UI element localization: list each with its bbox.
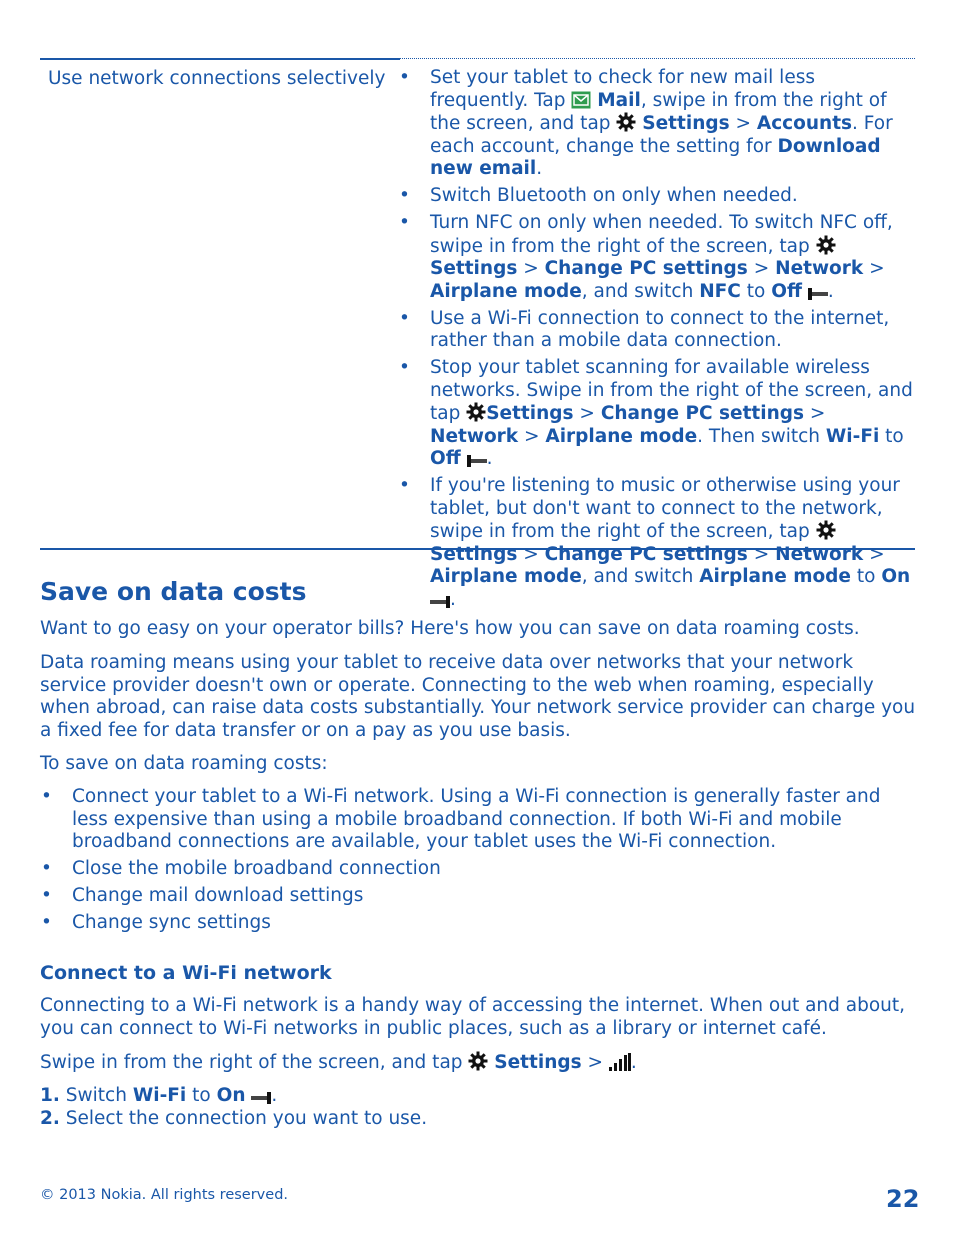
gear-icon xyxy=(616,112,636,132)
separator: > xyxy=(747,543,776,565)
network-label: Network xyxy=(775,258,864,279)
swipe-instruction xyxy=(40,1051,920,1075)
subsection-heading: Connect to a Wi-Fi network xyxy=(40,962,332,984)
wifi-text: Connecting to a Wi-Fi network is a handy way of accessing the internet. When out and about, you can connect to Wi-Fi networks in public places, such as a library or internet café. xyxy=(40,995,906,1039)
separator: > xyxy=(518,425,546,447)
save-tips-list xyxy=(40,786,900,939)
separator: > xyxy=(729,113,757,134)
item-text: . xyxy=(536,158,543,179)
toggle-on-icon xyxy=(430,596,450,608)
item-text: . Then switch xyxy=(697,425,826,447)
toggle-off-icon xyxy=(467,455,487,467)
swipe-end: . xyxy=(630,1052,637,1073)
item-text: . For each account, change the setting for xyxy=(430,113,893,157)
step-text: . xyxy=(271,1085,278,1106)
step-number: 2. xyxy=(40,1107,60,1129)
section-intro xyxy=(40,618,920,641)
list-item: • Change sync settings xyxy=(40,912,900,935)
list-item xyxy=(398,185,913,208)
settings-label: Settings xyxy=(430,543,518,565)
wifi-label: Wi-Fi xyxy=(825,425,880,447)
item-text: Use a Wi-Fi connection to connect to the internet, rather than a mobile data connection. xyxy=(430,307,890,351)
step-text: Switch xyxy=(59,1085,133,1106)
wifi-label: Wi-Fi xyxy=(132,1085,187,1106)
list-item xyxy=(398,357,913,471)
table-top-rule xyxy=(40,58,400,60)
toggle-off-icon xyxy=(808,288,828,300)
item-text: Turn NFC on only when needed. To switch NFC off, swipe in from the right of the screen, tap xyxy=(430,212,893,257)
item-text: If you're listening to music or otherwise using your tablet, but don't want to connect to the network, swipe in from the right of the screen, tap xyxy=(430,475,900,542)
list-item xyxy=(398,67,913,181)
item-text: to xyxy=(850,566,882,587)
on-label: On xyxy=(881,566,911,587)
mail-link: Mail xyxy=(597,89,641,111)
item-text: to xyxy=(740,280,772,302)
change-pc-settings-label: Change PC settings xyxy=(544,258,748,279)
list-item: • Change mail download settings xyxy=(40,885,900,908)
wifi-paragraph xyxy=(40,995,920,1040)
swipe-text: Swipe in from the right of the screen, and tap xyxy=(40,1052,469,1073)
item-text: . xyxy=(450,588,456,610)
item-text: . xyxy=(486,448,493,469)
copyright: © 2013 Nokia. All rights reserved. xyxy=(40,1187,289,1203)
list-item: • Close the mobile broadband connection xyxy=(40,858,900,881)
separator: > xyxy=(517,258,545,279)
item-text: Switch Bluetooth on only when needed. xyxy=(430,185,798,206)
item-text: . xyxy=(827,280,834,302)
item-text: , and switch xyxy=(581,280,700,302)
section-heading: Save on data costs xyxy=(40,577,307,606)
gear-icon xyxy=(816,235,836,255)
airplane-mode-label: Airplane mode xyxy=(699,566,851,587)
gear-icon xyxy=(466,402,486,422)
airplane-mode-label: Airplane mode xyxy=(430,280,582,302)
table-row-content xyxy=(398,67,913,616)
table-bottom-rule xyxy=(40,548,915,550)
change-pc-settings-label: Change PC settings xyxy=(544,543,748,565)
step-number: 1. xyxy=(40,1085,60,1106)
signal-bars-icon xyxy=(609,1053,631,1071)
item-text: , swipe in from the right of the screen, and tap xyxy=(430,89,887,134)
off-label: Off xyxy=(771,280,802,302)
separator: > xyxy=(804,403,826,424)
separator: > xyxy=(747,258,776,279)
settings-label: Settings xyxy=(642,113,730,134)
step-text: Select the connection you want to use. xyxy=(59,1107,428,1129)
list-item xyxy=(398,212,913,303)
step-2 xyxy=(40,1108,920,1131)
list-item xyxy=(398,475,913,611)
settings-label: Settings xyxy=(494,1052,582,1073)
network-label: Network xyxy=(775,543,864,565)
off-label: Off xyxy=(430,448,461,469)
table-row-label: Use network connections selectively xyxy=(48,68,386,89)
separator: > xyxy=(581,1052,609,1073)
change-pc-settings-label: Change PC settings xyxy=(600,403,805,424)
list-item xyxy=(398,308,913,353)
step-text: to xyxy=(186,1085,217,1106)
tips-list xyxy=(398,67,913,611)
separator: > xyxy=(573,403,601,424)
accounts-label: Accounts xyxy=(756,113,853,134)
steps-list xyxy=(40,1085,920,1130)
table-top-dotted-rule xyxy=(400,58,915,59)
toggle-on-icon xyxy=(251,1092,271,1104)
to-save-text: To save on data roaming costs: xyxy=(40,753,328,774)
settings-label: Settings xyxy=(430,258,518,279)
roaming-text: Data roaming means using your tablet to receive data over networks that your network service provider doesn't own or operate. Connecting to the web when roaming, especially when abroad, can raise data costs substantially. Your network service provider can charge you a fixed fee for data transfer or on a pay as you use basis. xyxy=(40,652,916,741)
page-number: 22 xyxy=(886,1185,920,1213)
item-text: Stop your tablet scanning for available wireless networks. Swipe in from the right of the screen, and tap xyxy=(430,357,913,424)
airplane-mode-label: Airplane mode xyxy=(430,566,582,587)
separator: > xyxy=(863,258,885,279)
item-text: , and switch xyxy=(581,566,700,587)
item-text: Set your tablet to check for new mail less frequently. Tap xyxy=(430,67,815,111)
on-label: On xyxy=(216,1085,246,1106)
settings-label: Settings xyxy=(486,403,574,424)
step-1 xyxy=(40,1085,920,1108)
separator: > xyxy=(517,543,545,565)
gear-icon xyxy=(816,520,836,540)
gear-icon xyxy=(468,1051,488,1071)
airplane-mode-label: Airplane mode xyxy=(545,425,698,447)
list-item: • Connect your tablet to a Wi-Fi network. Using a Wi-Fi connection is generally faster and less expensive than using a mobile broadband connection. If both Wi-Fi and mobile broadband connections are available, your tablet uses the Wi-Fi connection. xyxy=(40,786,900,854)
intro-paragraph: Want to go easy on your operator bills? Here's how you can save on data roaming costs. xyxy=(40,618,860,639)
separator: > xyxy=(863,543,885,565)
item-text: to xyxy=(879,425,904,447)
to-save-line xyxy=(40,753,920,776)
data-roaming-paragraph xyxy=(40,652,920,742)
download-new-email-label: Download new email xyxy=(430,135,881,179)
nfc-label: NFC xyxy=(699,280,741,302)
mail-icon xyxy=(571,91,591,109)
network-label: Network xyxy=(430,425,519,447)
